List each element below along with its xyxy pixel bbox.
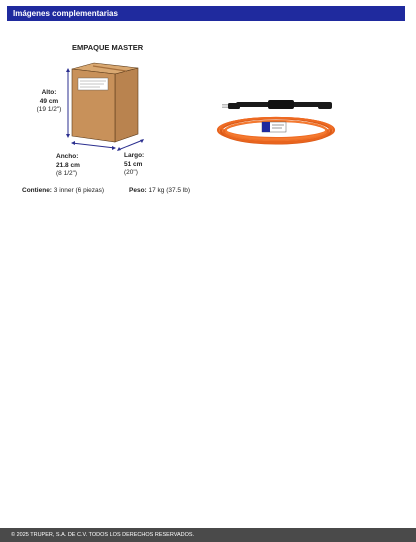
dimension-alto [34, 89, 64, 115]
page-footer [0, 528, 416, 542]
dimension-ancho [56, 153, 86, 179]
contiene-label: Contiene: [22, 187, 52, 194]
peso-info [129, 187, 190, 194]
contiene-value: 3 inner (6 piezas) [53, 187, 105, 194]
alto-value: 49 cm [39, 97, 59, 105]
dimension-largo [124, 152, 154, 178]
alto-sub: (19 1/2") [36, 106, 62, 113]
largo-sub: (20") [124, 169, 138, 176]
master-package-title: EMPAQUE MASTER [72, 43, 144, 52]
largo-label: Largo: [124, 152, 145, 159]
extension-cord-product-icon [214, 94, 344, 150]
ancho-label: Ancho: [56, 153, 79, 160]
section-header [7, 6, 405, 21]
alto-label: Alto: [41, 89, 57, 96]
peso-label: Peso: [129, 187, 147, 194]
ancho-value: 21.8 cm [56, 161, 80, 169]
ancho-sub: (8 1/2") [56, 170, 78, 177]
contiene-info [22, 187, 104, 194]
peso-value: 17 kg (37.5 lb) [148, 187, 191, 194]
cardboard-box-icon [60, 60, 165, 160]
largo-value: 51 cm [124, 160, 143, 168]
section-header-title: Imágenes complementarias [13, 9, 118, 18]
footer-copyright: © 2025 TRUPER, S.A. DE C.V. TODOS LOS DERECHOS RESERVADOS. [11, 532, 195, 538]
